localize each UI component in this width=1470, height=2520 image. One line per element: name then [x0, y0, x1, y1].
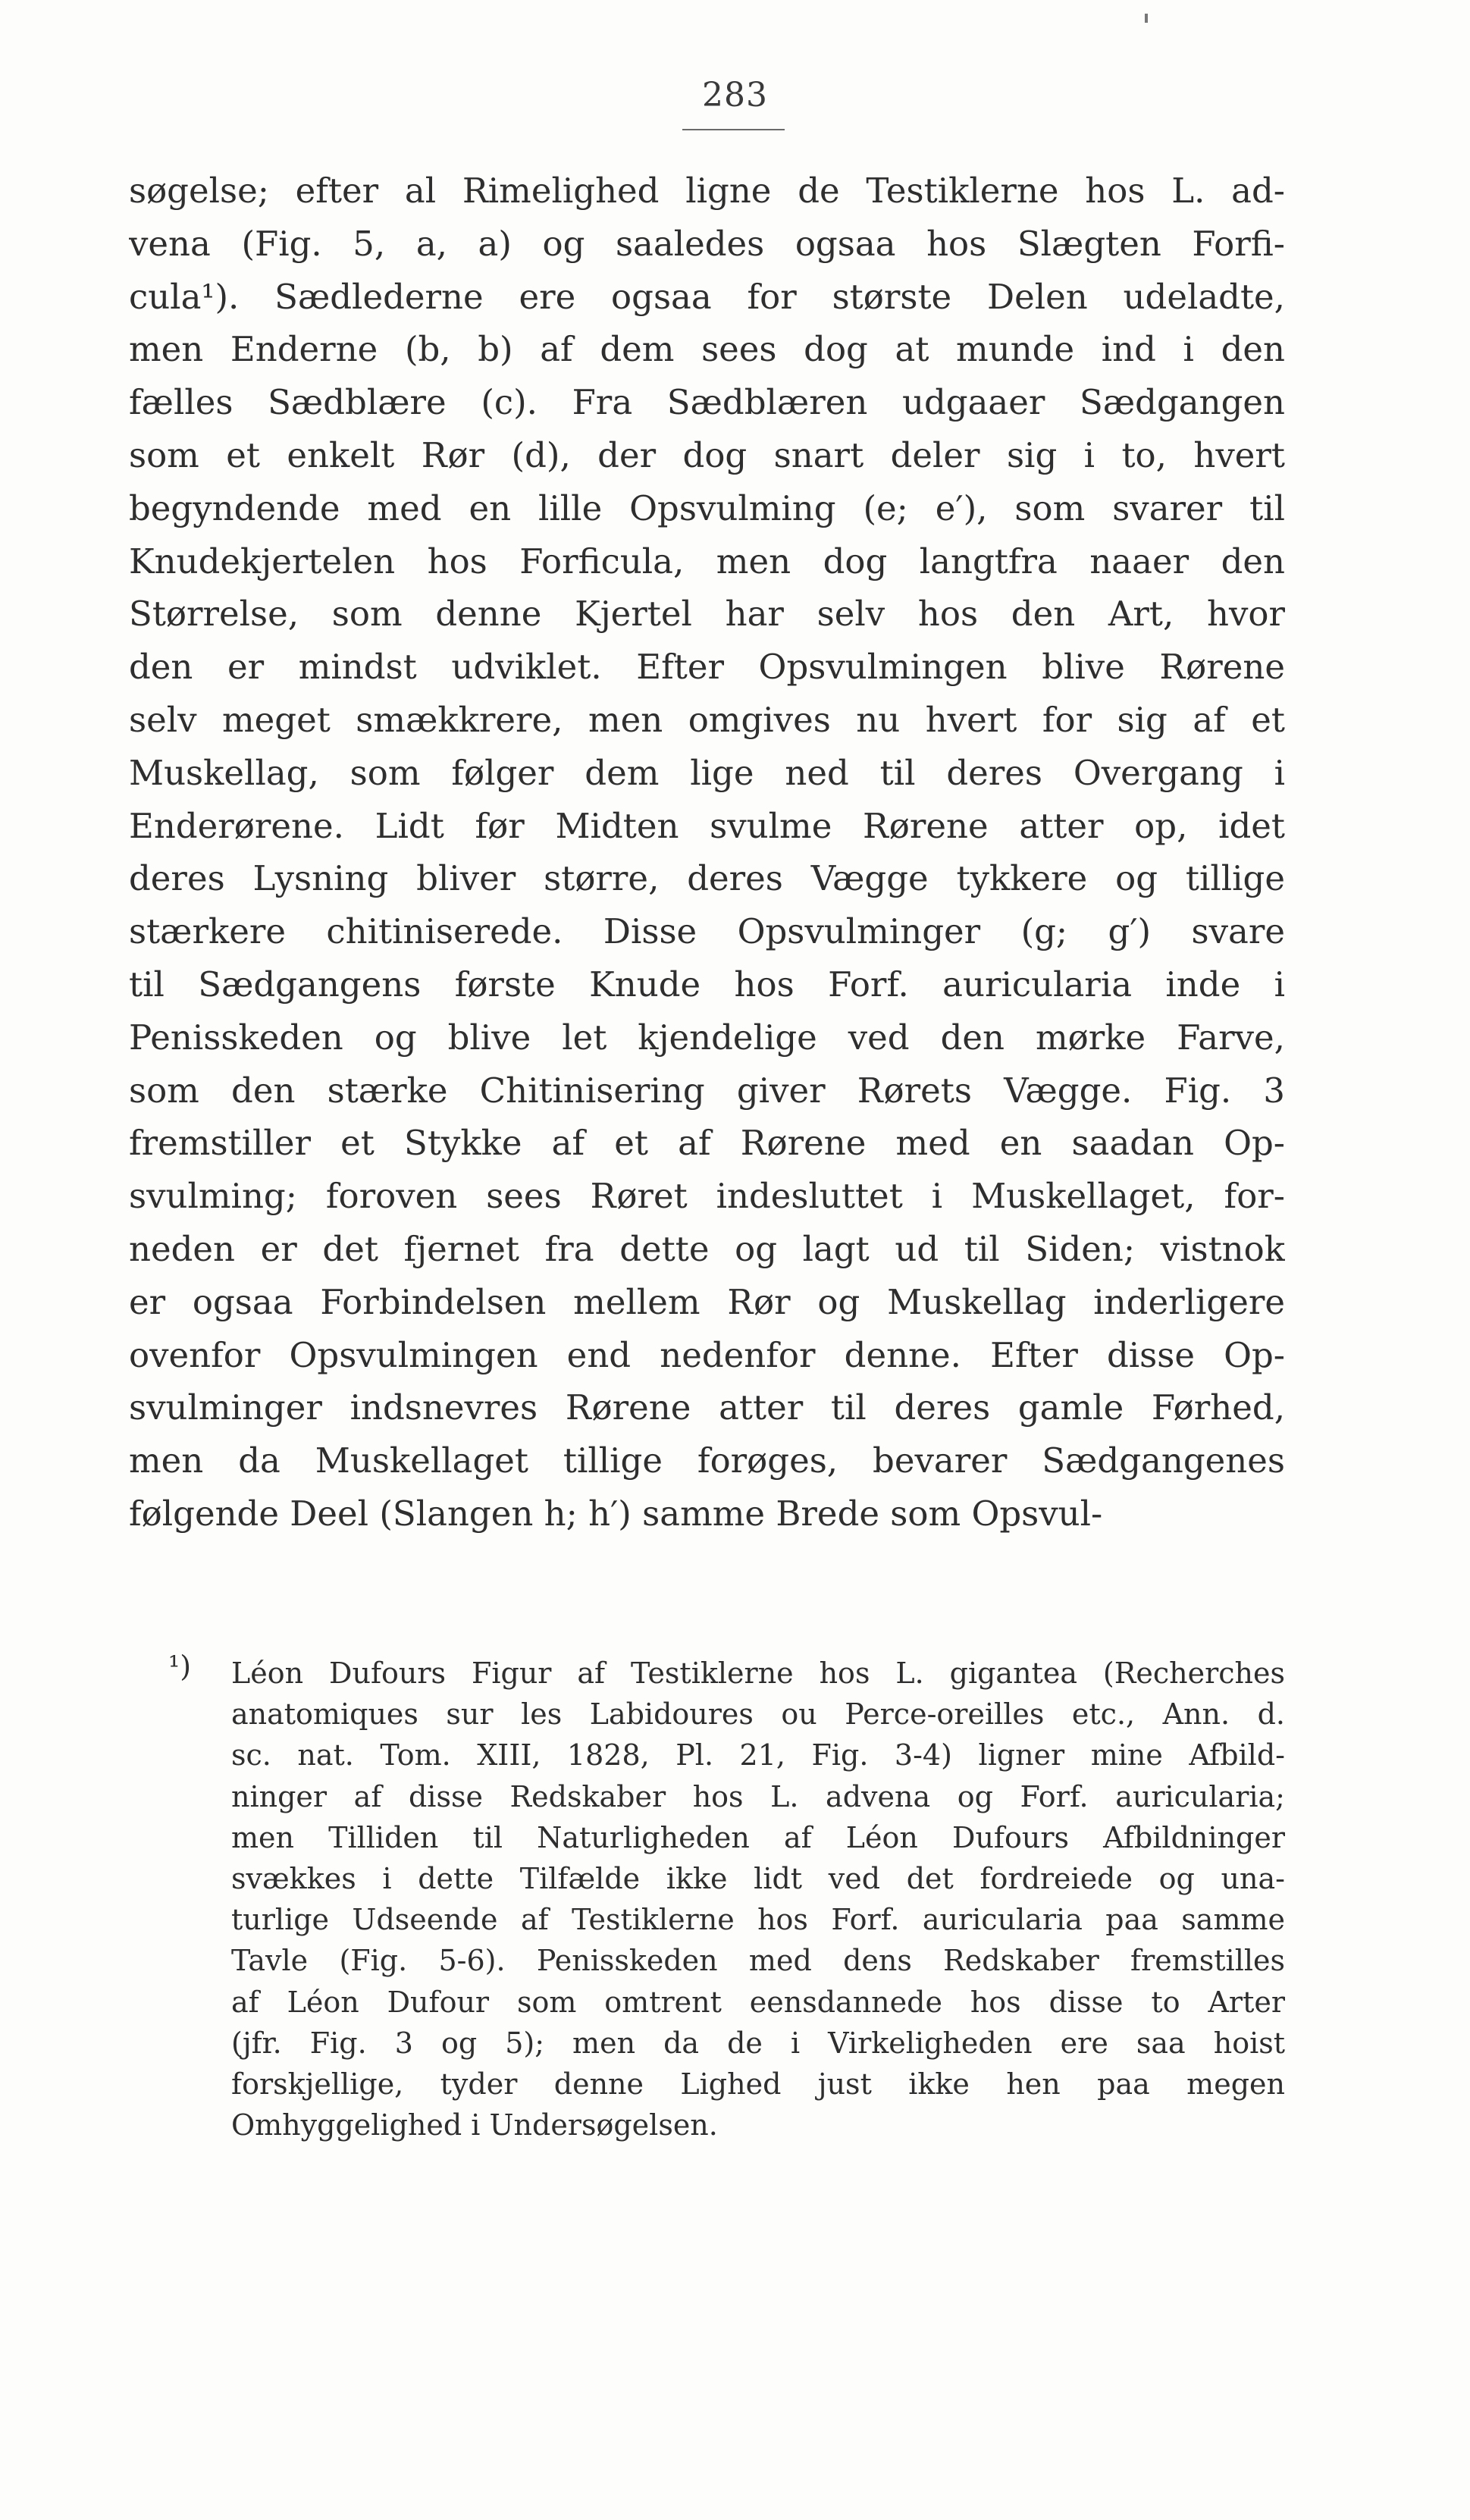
body-text	[129, 165, 1285, 1541]
page-number-rule	[682, 129, 785, 130]
body-line: ovenfor Opsvulmingen end nedenfor denne. Efter disse Op-	[129, 1334, 1285, 1375]
footnote-line: Omhyggelighed i Undersøgelsen.	[231, 2108, 718, 2142]
body-line: selv meget smækkrere, men omgives nu hvert for sig af et	[129, 699, 1285, 740]
footnote-line: Tavle (Fig. 5-6). Penisskeden med dens Redskaber fremstilles	[231, 1944, 1285, 1978]
page-number: 283	[702, 76, 768, 114]
body-line: begyndende med en lille Opsvulming (e; e′), som svarer til	[129, 487, 1285, 528]
footnote-line: forskjellige, tyder denne Lighed just ikke hen paa megen	[231, 2067, 1285, 2101]
footnote-line: men Tilliden til Naturligheden af Léon Dufours Afbildninger	[231, 1820, 1285, 1854]
footnote-line: af Léon Dufour som omtrent eensdannede hos disse to Arter	[231, 1985, 1285, 2019]
body-line: søgelse; efter al Rimelighed ligne de Testiklerne hos L. ad-	[129, 171, 1285, 211]
body-line: cula¹). Sædlederne ere ogsaa for største Delen udeladte,	[129, 276, 1285, 317]
footnote	[231, 1653, 1285, 2145]
footnote-line: (jfr. Fig. 3 og 5); men da de i Virkeligheden ere saa hoist	[231, 2026, 1285, 2060]
body-line: som den stærke Chitinisering giver Rørets Vægge. Fig. 3	[129, 1070, 1285, 1111]
body-line: neden er det fjernet fra dette og lagt ud til Siden; vistnok	[129, 1228, 1285, 1269]
body-line: fælles Sædblære (c). Fra Sædblæren udgaaer Sædgangen	[129, 382, 1285, 423]
footnote-line: ninger af disse Redskaber hos L. advena og Forf. auricularia;	[231, 1779, 1285, 1813]
body-line: følgende Deel (Slangen h; h′) samme Brede som Opsvul-	[129, 1493, 1103, 1534]
body-line: deres Lysning bliver større, deres Vægge tykkere og tillige	[129, 858, 1285, 899]
body-line: Penisskeden og blive let kjendelige ved den mørke Farve,	[129, 1017, 1285, 1058]
body-line: til Sædgangens første Knude hos Forf. auricularia inde i	[129, 964, 1285, 1005]
body-line: men Enderne (b, b) af dem sees dog at munde ind i den	[129, 329, 1285, 370]
body-line: Enderørene. Lidt før Midten svulme Rørene atter op, idet	[129, 805, 1285, 846]
footnote-marker: ¹)	[168, 1650, 192, 1683]
body-line: fremstiller et Stykke af et af Rørene med en saadan Op-	[129, 1123, 1285, 1164]
print-speck	[1145, 14, 1148, 23]
body-line: men da Muskellaget tillige forøges, bevarer Sædgangenes	[129, 1440, 1285, 1481]
footnote-line: Léon Dufours Figur af Testiklerne hos L. gigantea (Recherches	[231, 1656, 1285, 1690]
body-line: som et enkelt Rør (d), der dog snart deler sig i to, hvert	[129, 434, 1285, 475]
body-line: stærkere chitiniserede. Disse Opsvulminger (g; g′) svare	[129, 911, 1285, 952]
footnote-line: sc. nat. Tom. XIII, 1828, Pl. 21, Fig. 3-4) ligner mine Afbild-	[231, 1738, 1285, 1772]
body-line: den er mindst udviklet. Efter Opsvulmingen blive Rørene	[129, 647, 1285, 688]
footnote-line: svækkes i dette Tilfælde ikke lidt ved det fordreiede og una-	[231, 1861, 1285, 1895]
body-line: vena (Fig. 5, a, a) og saaledes ogsaa hos Slægten Forfi-	[129, 223, 1285, 264]
body-line: svulminger indsnevres Rørene atter til deres gamle Førhed,	[129, 1387, 1285, 1428]
footnote-line: turlige Udseende af Testiklerne hos Forf. auricularia paa samme	[231, 1903, 1285, 1937]
body-line: Muskellag, som følger dem lige ned til deres Overgang i	[129, 752, 1285, 793]
body-line: Knudekjertelen hos Forficula, men dog langtfra naaer den	[129, 541, 1285, 581]
body-line: svulming; foroven sees Røret indesluttet i Muskellaget, for-	[129, 1176, 1285, 1217]
body-line: Størrelse, som denne Kjertel har selv hos den Art, hvor	[129, 594, 1285, 635]
footnote-line: anatomiques sur les Labidoures ou Perce-oreilles etc., Ann. d.	[231, 1697, 1285, 1732]
body-line: er ogsaa Forbindelsen mellem Rør og Muskellag inderligere	[129, 1281, 1285, 1322]
